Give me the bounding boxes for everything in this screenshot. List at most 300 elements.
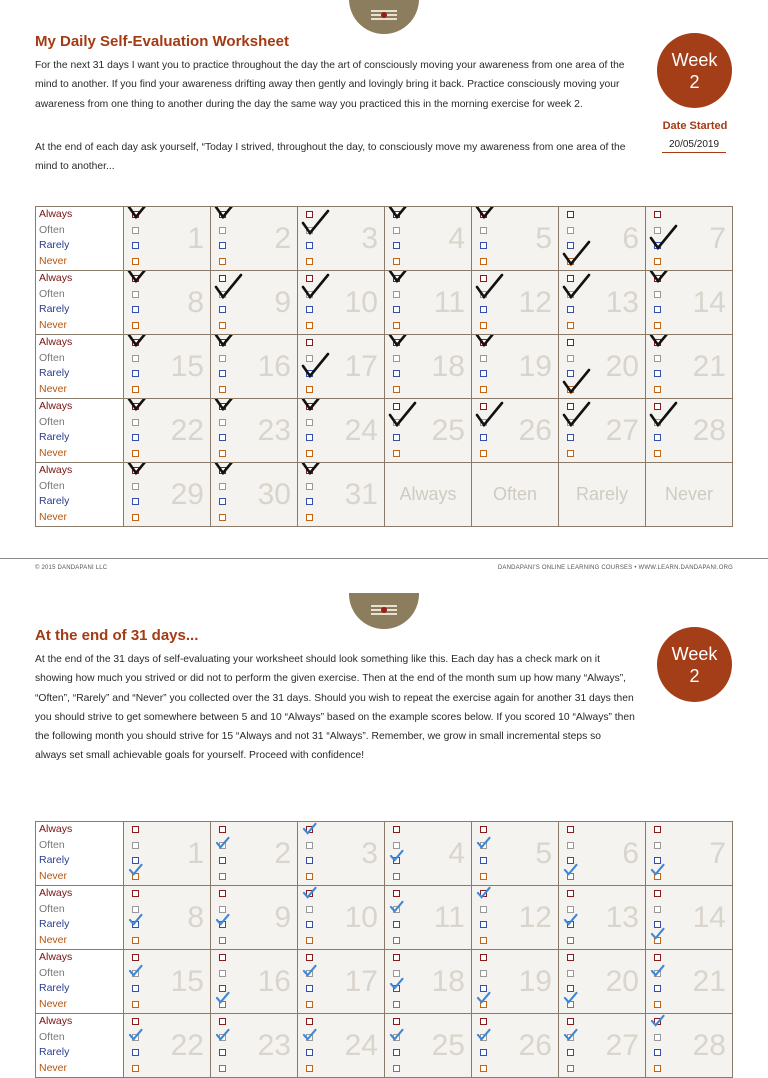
checkbox-rarely[interactable] [132,434,139,441]
day-cell-31[interactable] [298,463,385,527]
blue-checkmark-icon [649,863,666,876]
checkbox-never[interactable] [567,937,574,944]
checkmark-icon [474,207,504,222]
checkbox-never[interactable] [393,873,400,880]
checkbox-rarely[interactable] [132,498,139,505]
checkbox-rarely[interactable] [219,242,226,249]
checkmark-icon [474,273,504,301]
checkbox-always[interactable] [567,211,574,218]
rating-label-rarely: Rarely [39,303,70,315]
blue-checkmark-icon [649,964,666,977]
checkbox-rarely[interactable] [567,434,574,441]
checkbox-always[interactable] [654,954,661,961]
checkbox-rarely[interactable] [393,370,400,377]
rating-label-always: Always [39,887,73,899]
rating-label-always: Always [39,400,73,412]
rating-label-rarely: Rarely [39,982,70,994]
checkbox-rarely[interactable] [654,370,661,377]
checkbox-never[interactable] [306,450,313,457]
checkbox-often[interactable] [132,419,139,426]
checkmark-icon [126,399,156,414]
checkbox-never[interactable] [219,873,226,880]
checkbox-rarely[interactable] [654,306,661,313]
checkbox-often[interactable] [480,355,487,362]
checkbox-never[interactable] [654,450,661,457]
checkbox-rarely[interactable] [306,498,313,505]
day-number: 25 [431,413,465,447]
day-cell-2[interactable] [211,207,298,271]
checkbox-never[interactable] [219,937,226,944]
checkbox-never[interactable] [480,322,487,329]
day-cell-19[interactable] [472,335,559,399]
checkbox-often[interactable] [654,355,661,362]
checkbox-always[interactable] [219,826,226,833]
checkmark-icon [561,273,591,301]
checkbox-always[interactable] [132,954,139,961]
summary-never-cell[interactable]: Never [646,463,733,527]
checkbox-never[interactable] [132,937,139,944]
rating-label-never: Never [39,510,68,523]
checkbox-rarely[interactable] [219,857,226,864]
blue-checkmark-icon [388,1028,405,1041]
day-cell-14[interactable] [646,886,733,950]
day-cell-20[interactable] [559,950,646,1014]
day-cell-26[interactable] [472,399,559,463]
checkbox-never[interactable] [393,450,400,457]
date-started-field[interactable]: 20/05/2019 [662,139,726,153]
checkbox-always[interactable] [306,954,313,961]
day-cell-1[interactable] [124,207,211,271]
summary-rarely-cell[interactable]: Rarely [559,463,646,527]
rating-label-often: Often [39,838,65,851]
checkbox-never[interactable] [393,386,400,393]
checkbox-never[interactable] [219,322,226,329]
blue-checkmark-icon [301,886,318,899]
summary-always-cell[interactable]: Always [385,463,472,527]
day-cell-28[interactable] [646,1014,733,1078]
checkbox-often[interactable] [306,842,313,849]
day-cell-21[interactable] [646,950,733,1014]
day-cell-4[interactable] [385,822,472,886]
day-number: 28 [692,1028,726,1062]
checkbox-never[interactable] [393,322,400,329]
blue-checkmark-icon [127,964,144,977]
checkbox-never[interactable] [654,258,661,265]
day-cell-21[interactable] [646,335,733,399]
checkbox-never[interactable] [480,386,487,393]
logo-emblem [349,0,419,34]
checkbox-never[interactable] [219,386,226,393]
checkmark-icon [126,335,156,350]
checkbox-often[interactable] [132,291,139,298]
week-badge [657,627,732,702]
day-cell-5[interactable] [472,822,559,886]
day-number: 3 [361,221,378,255]
checkbox-rarely[interactable] [132,985,139,992]
checkmark-icon [648,271,678,286]
checkbox-rarely[interactable] [480,921,487,928]
checkbox-rarely[interactable] [132,370,139,377]
checkbox-often[interactable] [306,483,313,490]
day-cell-4[interactable] [385,207,472,271]
checkbox-often[interactable] [132,355,139,362]
day-cell-15[interactable] [124,335,211,399]
checkbox-rarely[interactable] [393,434,400,441]
checkbox-often[interactable] [219,970,226,977]
day-number: 5 [535,221,552,255]
checkbox-rarely[interactable] [306,434,313,441]
day-number: 4 [448,836,465,870]
week-row [36,271,733,335]
week-row [36,1014,733,1078]
day-cell-30[interactable] [211,463,298,527]
checkbox-never[interactable] [306,322,313,329]
checkbox-often[interactable] [132,842,139,849]
checkbox-always[interactable] [654,890,661,897]
checkmark-icon [213,463,243,478]
checkbox-rarely[interactable] [480,434,487,441]
day-cell-26[interactable] [472,1014,559,1078]
day-cell-29[interactable] [124,463,211,527]
day-cell-20[interactable] [559,335,646,399]
checkbox-often[interactable] [567,906,574,913]
day-cell-6[interactable] [559,207,646,271]
checkbox-always[interactable] [654,826,661,833]
checkbox-rarely[interactable] [306,1049,313,1056]
checkbox-always[interactable] [393,954,400,961]
day-number: 20 [605,964,639,998]
footer-website: DANDAPANI’S ONLINE LEARNING COURSES • WWW.LEARN.DANDAPANI.ORG [497,565,733,571]
checkbox-always[interactable] [393,826,400,833]
checkmark-icon [213,399,243,414]
day-number: 15 [170,964,204,998]
checkbox-never[interactable] [393,1065,400,1072]
checkbox-never[interactable] [567,1065,574,1072]
checkbox-rarely[interactable] [132,242,139,249]
day-cell-19[interactable] [472,950,559,1014]
checkbox-never[interactable] [132,1065,139,1072]
checkbox-always[interactable] [567,954,574,961]
day-cell-25[interactable] [385,399,472,463]
day-cell-8[interactable] [124,886,211,950]
day-number: 13 [605,900,639,934]
checkbox-rarely[interactable] [393,306,400,313]
checkmark-icon [561,368,591,396]
day-number: 4 [448,221,465,255]
rating-label-often: Often [39,287,65,300]
checkbox-never[interactable] [306,258,313,265]
summary-often-cell[interactable]: Often [472,463,559,527]
checkbox-never[interactable] [480,1065,487,1072]
checkbox-rarely[interactable] [393,921,400,928]
day-cell-9[interactable] [211,271,298,335]
day-number: 21 [692,349,726,383]
blue-checkmark-icon [127,863,144,876]
day-number: 16 [257,349,291,383]
checkbox-always[interactable] [567,826,574,833]
blue-checkmark-icon [562,1028,579,1041]
day-cell-12[interactable] [472,271,559,335]
checkbox-rarely[interactable] [306,921,313,928]
checkbox-always[interactable] [219,954,226,961]
day-cell-24[interactable] [298,1014,385,1078]
day-cell-9[interactable] [211,886,298,950]
blue-checkmark-icon [649,1014,666,1027]
day-number: 16 [257,964,291,998]
checkbox-often[interactable] [654,906,661,913]
checkbox-always[interactable] [393,890,400,897]
checkbox-always[interactable] [306,339,313,346]
checkbox-often[interactable] [567,355,574,362]
checkbox-never[interactable] [480,937,487,944]
day-cell-18[interactable] [385,950,472,1014]
blue-checkmark-icon [649,927,666,940]
checkbox-always[interactable] [567,890,574,897]
day-cell-22[interactable] [124,399,211,463]
checkbox-rarely[interactable] [480,370,487,377]
checkbox-often[interactable] [132,906,139,913]
day-cell-11[interactable] [385,271,472,335]
checkbox-often[interactable] [480,906,487,913]
day-cell-7[interactable] [646,822,733,886]
day-number: 14 [692,900,726,934]
checkbox-rarely[interactable] [132,1049,139,1056]
checkbox-never[interactable] [306,873,313,880]
checkbox-never[interactable] [306,1065,313,1072]
checkbox-never[interactable] [132,322,139,329]
checkbox-never[interactable] [306,514,313,521]
checkbox-never[interactable] [132,514,139,521]
checkbox-never[interactable] [567,450,574,457]
checkbox-never[interactable] [654,322,661,329]
checkbox-rarely[interactable] [480,1049,487,1056]
day-cell-10[interactable] [298,886,385,950]
day-cell-1[interactable] [124,822,211,886]
checkbox-often[interactable] [219,483,226,490]
checkbox-rarely[interactable] [219,370,226,377]
blue-checkmark-icon [214,1028,231,1041]
instruction-paragraph: At the end of each day ask yourself, “Today I strived, throughout the day, to consciously move my awareness from one area of the mind to another... [35,142,626,173]
checkbox-rarely[interactable] [306,857,313,864]
checkbox-always[interactable] [480,954,487,961]
checkbox-often[interactable] [654,842,661,849]
day-cell-27[interactable] [559,399,646,463]
checkbox-often[interactable] [306,419,313,426]
checkbox-never[interactable] [132,1001,139,1008]
day-cell-23[interactable] [211,399,298,463]
rating-labels [36,207,124,271]
checkbox-often[interactable] [567,227,574,234]
checkbox-rarely[interactable] [567,306,574,313]
day-number: 2 [274,221,291,255]
rating-label-never: Never [39,997,68,1010]
checkbox-always[interactable] [567,339,574,346]
day-number: 12 [518,900,552,934]
checkbox-often[interactable] [480,227,487,234]
checkbox-never[interactable] [654,386,661,393]
checkbox-often[interactable] [219,355,226,362]
day-cell-25[interactable] [385,1014,472,1078]
day-number: 19 [518,964,552,998]
day-number: 2 [274,836,291,870]
day-cell-13[interactable] [559,886,646,950]
checkbox-often[interactable] [393,970,400,977]
checkbox-never[interactable] [132,450,139,457]
checkbox-never[interactable] [306,1001,313,1008]
checkbox-rarely[interactable] [480,242,487,249]
day-number: 27 [605,1028,639,1062]
day-cell-5[interactable] [472,207,559,271]
day-number: 7 [709,836,726,870]
week-row [36,335,733,399]
checkbox-never[interactable] [219,514,226,521]
day-cell-3[interactable] [298,822,385,886]
checkbox-often[interactable] [393,227,400,234]
checkbox-often[interactable] [132,483,139,490]
checkbox-never[interactable] [480,450,487,457]
day-number: 22 [170,413,204,447]
checkbox-never[interactable] [480,258,487,265]
checkbox-often[interactable] [219,227,226,234]
checkbox-never[interactable] [654,1001,661,1008]
checkbox-often[interactable] [219,419,226,426]
checkbox-never[interactable] [393,1001,400,1008]
week-row [36,399,733,463]
week-number: 2 [689,71,700,92]
day-cell-8[interactable] [124,271,211,335]
checkbox-often[interactable] [567,842,574,849]
checkbox-rarely[interactable] [393,1049,400,1056]
day-cell-11[interactable] [385,886,472,950]
rating-label-never: Never [39,1061,68,1074]
checkbox-never[interactable] [219,1065,226,1072]
checkbox-rarely[interactable] [219,306,226,313]
checkbox-never[interactable] [393,937,400,944]
checkbox-often[interactable] [654,1034,661,1041]
checkbox-often[interactable] [567,970,574,977]
checkmark-icon [126,463,156,478]
checkmark-icon [126,271,156,286]
checkbox-often[interactable] [480,970,487,977]
day-cell-23[interactable] [211,1014,298,1078]
checkbox-rarely[interactable] [654,1049,661,1056]
day-number: 11 [433,285,465,319]
checkbox-always[interactable] [132,890,139,897]
checkbox-rarely[interactable] [219,498,226,505]
logo-emblem [349,593,419,629]
blue-checkmark-icon [388,977,405,990]
checkbox-always[interactable] [480,826,487,833]
checkbox-rarely[interactable] [480,857,487,864]
checkbox-always[interactable] [219,890,226,897]
day-cell-17[interactable] [298,335,385,399]
checkbox-never[interactable] [306,386,313,393]
day-cell-16[interactable] [211,335,298,399]
rating-label-often: Often [39,1030,65,1043]
checkmark-icon [387,271,417,286]
checkbox-rarely[interactable] [654,985,661,992]
blue-checkmark-icon [388,849,405,862]
day-number: 5 [535,836,552,870]
week-label: Week [671,49,718,70]
day-cell-27[interactable] [559,1014,646,1078]
rating-label-always: Always [39,1015,73,1027]
checkbox-often[interactable] [306,906,313,913]
day-cell-12[interactable] [472,886,559,950]
day-cell-10[interactable] [298,271,385,335]
checkbox-never[interactable] [306,937,313,944]
checkbox-rarely[interactable] [306,242,313,249]
checkbox-often[interactable] [393,355,400,362]
checkbox-never[interactable] [393,258,400,265]
checkbox-never[interactable] [219,450,226,457]
day-number: 14 [692,285,726,319]
checkbox-rarely[interactable] [219,1049,226,1056]
day-number: 3 [361,836,378,870]
day-cell-2[interactable] [211,822,298,886]
checkmark-icon [213,207,243,222]
checkbox-often[interactable] [132,227,139,234]
rating-label-never: Never [39,318,68,331]
day-cell-16[interactable] [211,950,298,1014]
checkbox-rarely[interactable] [306,985,313,992]
checkbox-rarely[interactable] [567,1049,574,1056]
blue-checkmark-icon [562,991,579,1004]
rating-label-often: Often [39,966,65,979]
day-cell-28[interactable] [646,399,733,463]
day-cell-7[interactable] [646,207,733,271]
week-badge [657,33,732,108]
day-number: 7 [709,221,726,255]
day-cell-13[interactable] [559,271,646,335]
checkbox-never[interactable] [567,322,574,329]
checkbox-rarely[interactable] [480,306,487,313]
section-title: At the end of 31 days... [35,627,199,644]
day-cell-15[interactable] [124,950,211,1014]
checkbox-never[interactable] [480,873,487,880]
checkbox-often[interactable] [654,291,661,298]
checkbox-never[interactable] [132,258,139,265]
example-grid [35,821,733,1078]
day-cell-22[interactable] [124,1014,211,1078]
checkbox-never[interactable] [219,258,226,265]
checkbox-rarely[interactable] [306,306,313,313]
checkbox-always[interactable] [132,826,139,833]
checkbox-always[interactable] [654,211,661,218]
checkbox-never[interactable] [132,386,139,393]
checkbox-often[interactable] [393,291,400,298]
day-cell-18[interactable] [385,335,472,399]
day-number: 15 [170,349,204,383]
rating-label-rarely: Rarely [39,367,70,379]
checkbox-rarely[interactable] [219,434,226,441]
checkbox-often[interactable] [219,906,226,913]
checkmark-icon [213,335,243,350]
day-number: 27 [605,413,639,447]
rating-label-never: Never [39,869,68,882]
checkbox-often[interactable] [393,842,400,849]
checkmark-icon [300,399,330,414]
day-cell-14[interactable] [646,271,733,335]
day-cell-24[interactable] [298,399,385,463]
day-cell-17[interactable] [298,950,385,1014]
day-cell-6[interactable] [559,822,646,886]
checkbox-rarely[interactable] [393,242,400,249]
checkbox-rarely[interactable] [132,306,139,313]
checkbox-rarely[interactable] [654,434,661,441]
checkbox-never[interactable] [654,1065,661,1072]
day-cell-3[interactable] [298,207,385,271]
